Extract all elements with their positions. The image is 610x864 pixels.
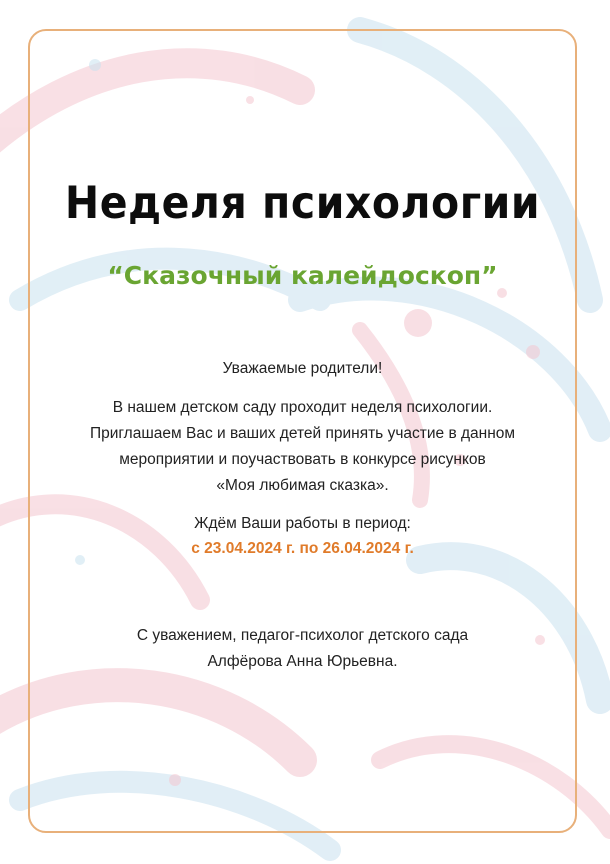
body-line: мероприятии и поучаствовать в конкурсе рисунков (119, 451, 486, 468)
poster-content (28, 29, 577, 833)
page-title: Неделя психологии (64, 177, 541, 229)
signature-line: С уважением, педагог-психолог детского сада (136, 627, 469, 644)
invitation-body (28, 395, 577, 499)
greeting-text: Уважаемые родители! (222, 360, 383, 377)
period-label: Ждём Ваши работы в период: (194, 515, 411, 532)
signature-block (28, 623, 577, 675)
body-line: Приглашаем Вас и ваших детей принять участие в данном (89, 425, 516, 442)
body-line: «Моя любимая сказка». (216, 477, 389, 494)
subtitle: “Сказочный калейдоскоп” (107, 261, 498, 290)
body-line: В нашем детском саду проходит неделя психологии. (112, 399, 493, 416)
signature-line: Алфёрова Анна Юрьевна. (207, 653, 398, 670)
period-dates: с 23.04.2024 г. по 26.04.2024 г. (191, 540, 414, 557)
